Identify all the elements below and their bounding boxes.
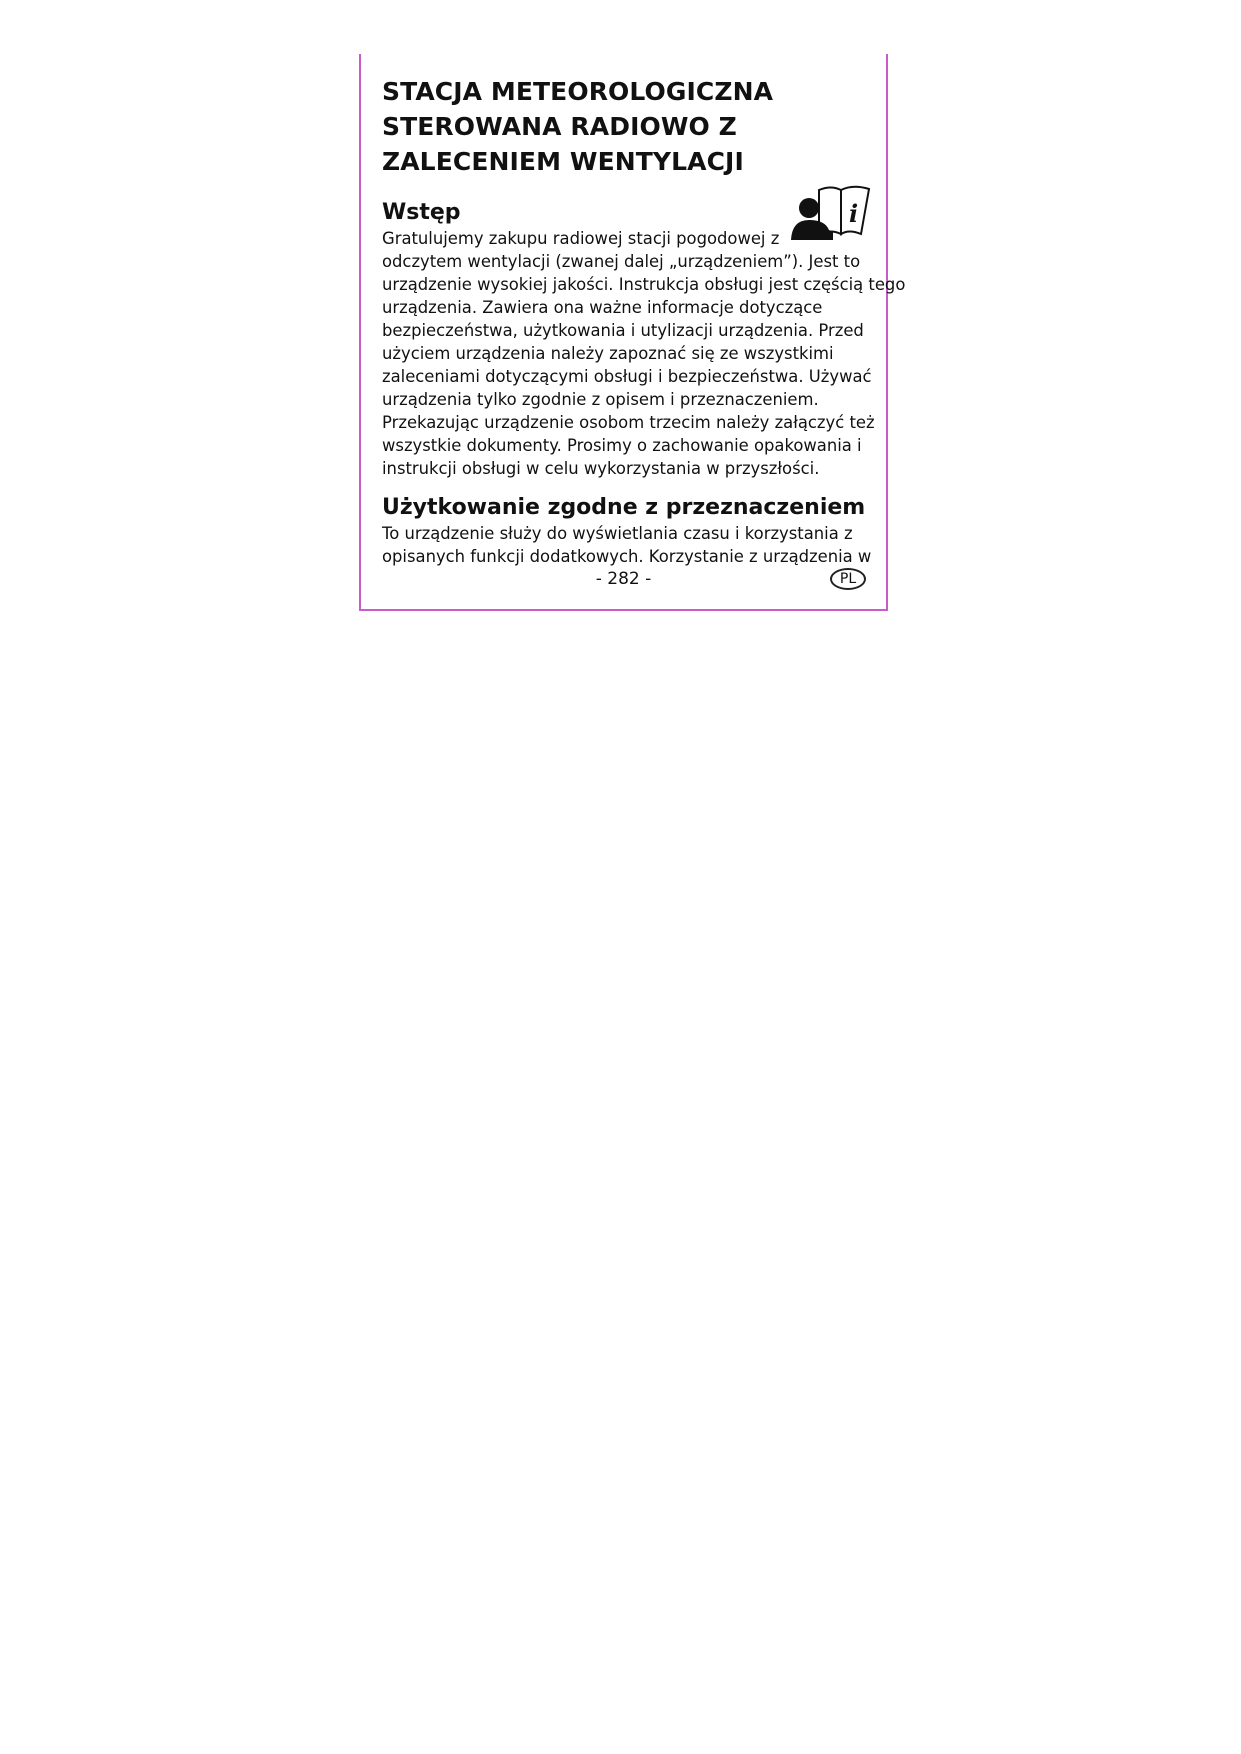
info-manual-icon (789, 182, 873, 242)
paragraph-line: bezpieczeństwa, użytkowania i utylizacji urządzenia. Przed (382, 321, 864, 340)
language-badge: PL (830, 568, 866, 590)
paragraph-line: użyciem urządzenia należy zapoznać się ze wszystkimi (382, 344, 834, 363)
title-line: STACJA METEOROLOGICZNA (382, 77, 774, 106)
title-line: ZALECENIEM WENTYLACJI (382, 147, 744, 176)
paragraph-line: Gratulujemy zakupu radiowej stacji pogodowej z (382, 229, 780, 248)
paragraph-line: odczytem wentylacji (zwanej dalej „urządzeniem”). Jest to (382, 252, 861, 271)
paragraph-line: zaleceniami dotyczącymi obsługi i bezpieczeństwa. Używać (382, 367, 872, 386)
paragraph-line: wszystkie dokumenty. Prosimy o zachowanie opakowania i (382, 436, 862, 455)
document-title (382, 74, 868, 179)
svg-text:i: i (849, 199, 859, 228)
paragraph-line: instrukcji obsługi w celu wykorzystania w przyszłości. (382, 459, 820, 478)
paragraph-line: To urządzenie służy do wyświetlania czasu i korzystania z (382, 524, 853, 543)
paragraph-line: urządzenia tylko zgodnie z opisem i przeznaczeniem. (382, 390, 819, 409)
section-heading-intro: Wstęp (382, 200, 461, 225)
page-number: - 282 - (595, 569, 652, 589)
paragraph-line: urządzenia. Zawiera ona ważne informacje dotyczące (382, 298, 823, 317)
intro-paragraph (382, 227, 906, 480)
manual-page (359, 54, 906, 611)
title-line: STEROWANA RADIOWO Z (382, 112, 737, 141)
section-heading-intended-use: Użytkowanie zgodne z przeznaczeniem (382, 495, 866, 520)
paragraph-line: Przekazując urządzenie osobom trzecim należy załączyć też (382, 413, 875, 432)
paragraph-line: urządzenie wysokiej jakości. Instrukcja obsługi jest częścią tego (382, 275, 906, 294)
paragraph-line: opisanych funkcji dodatkowych. Korzystanie z urządzenia w (382, 547, 872, 566)
intended-use-paragraph (382, 522, 872, 568)
page-content (382, 74, 906, 568)
